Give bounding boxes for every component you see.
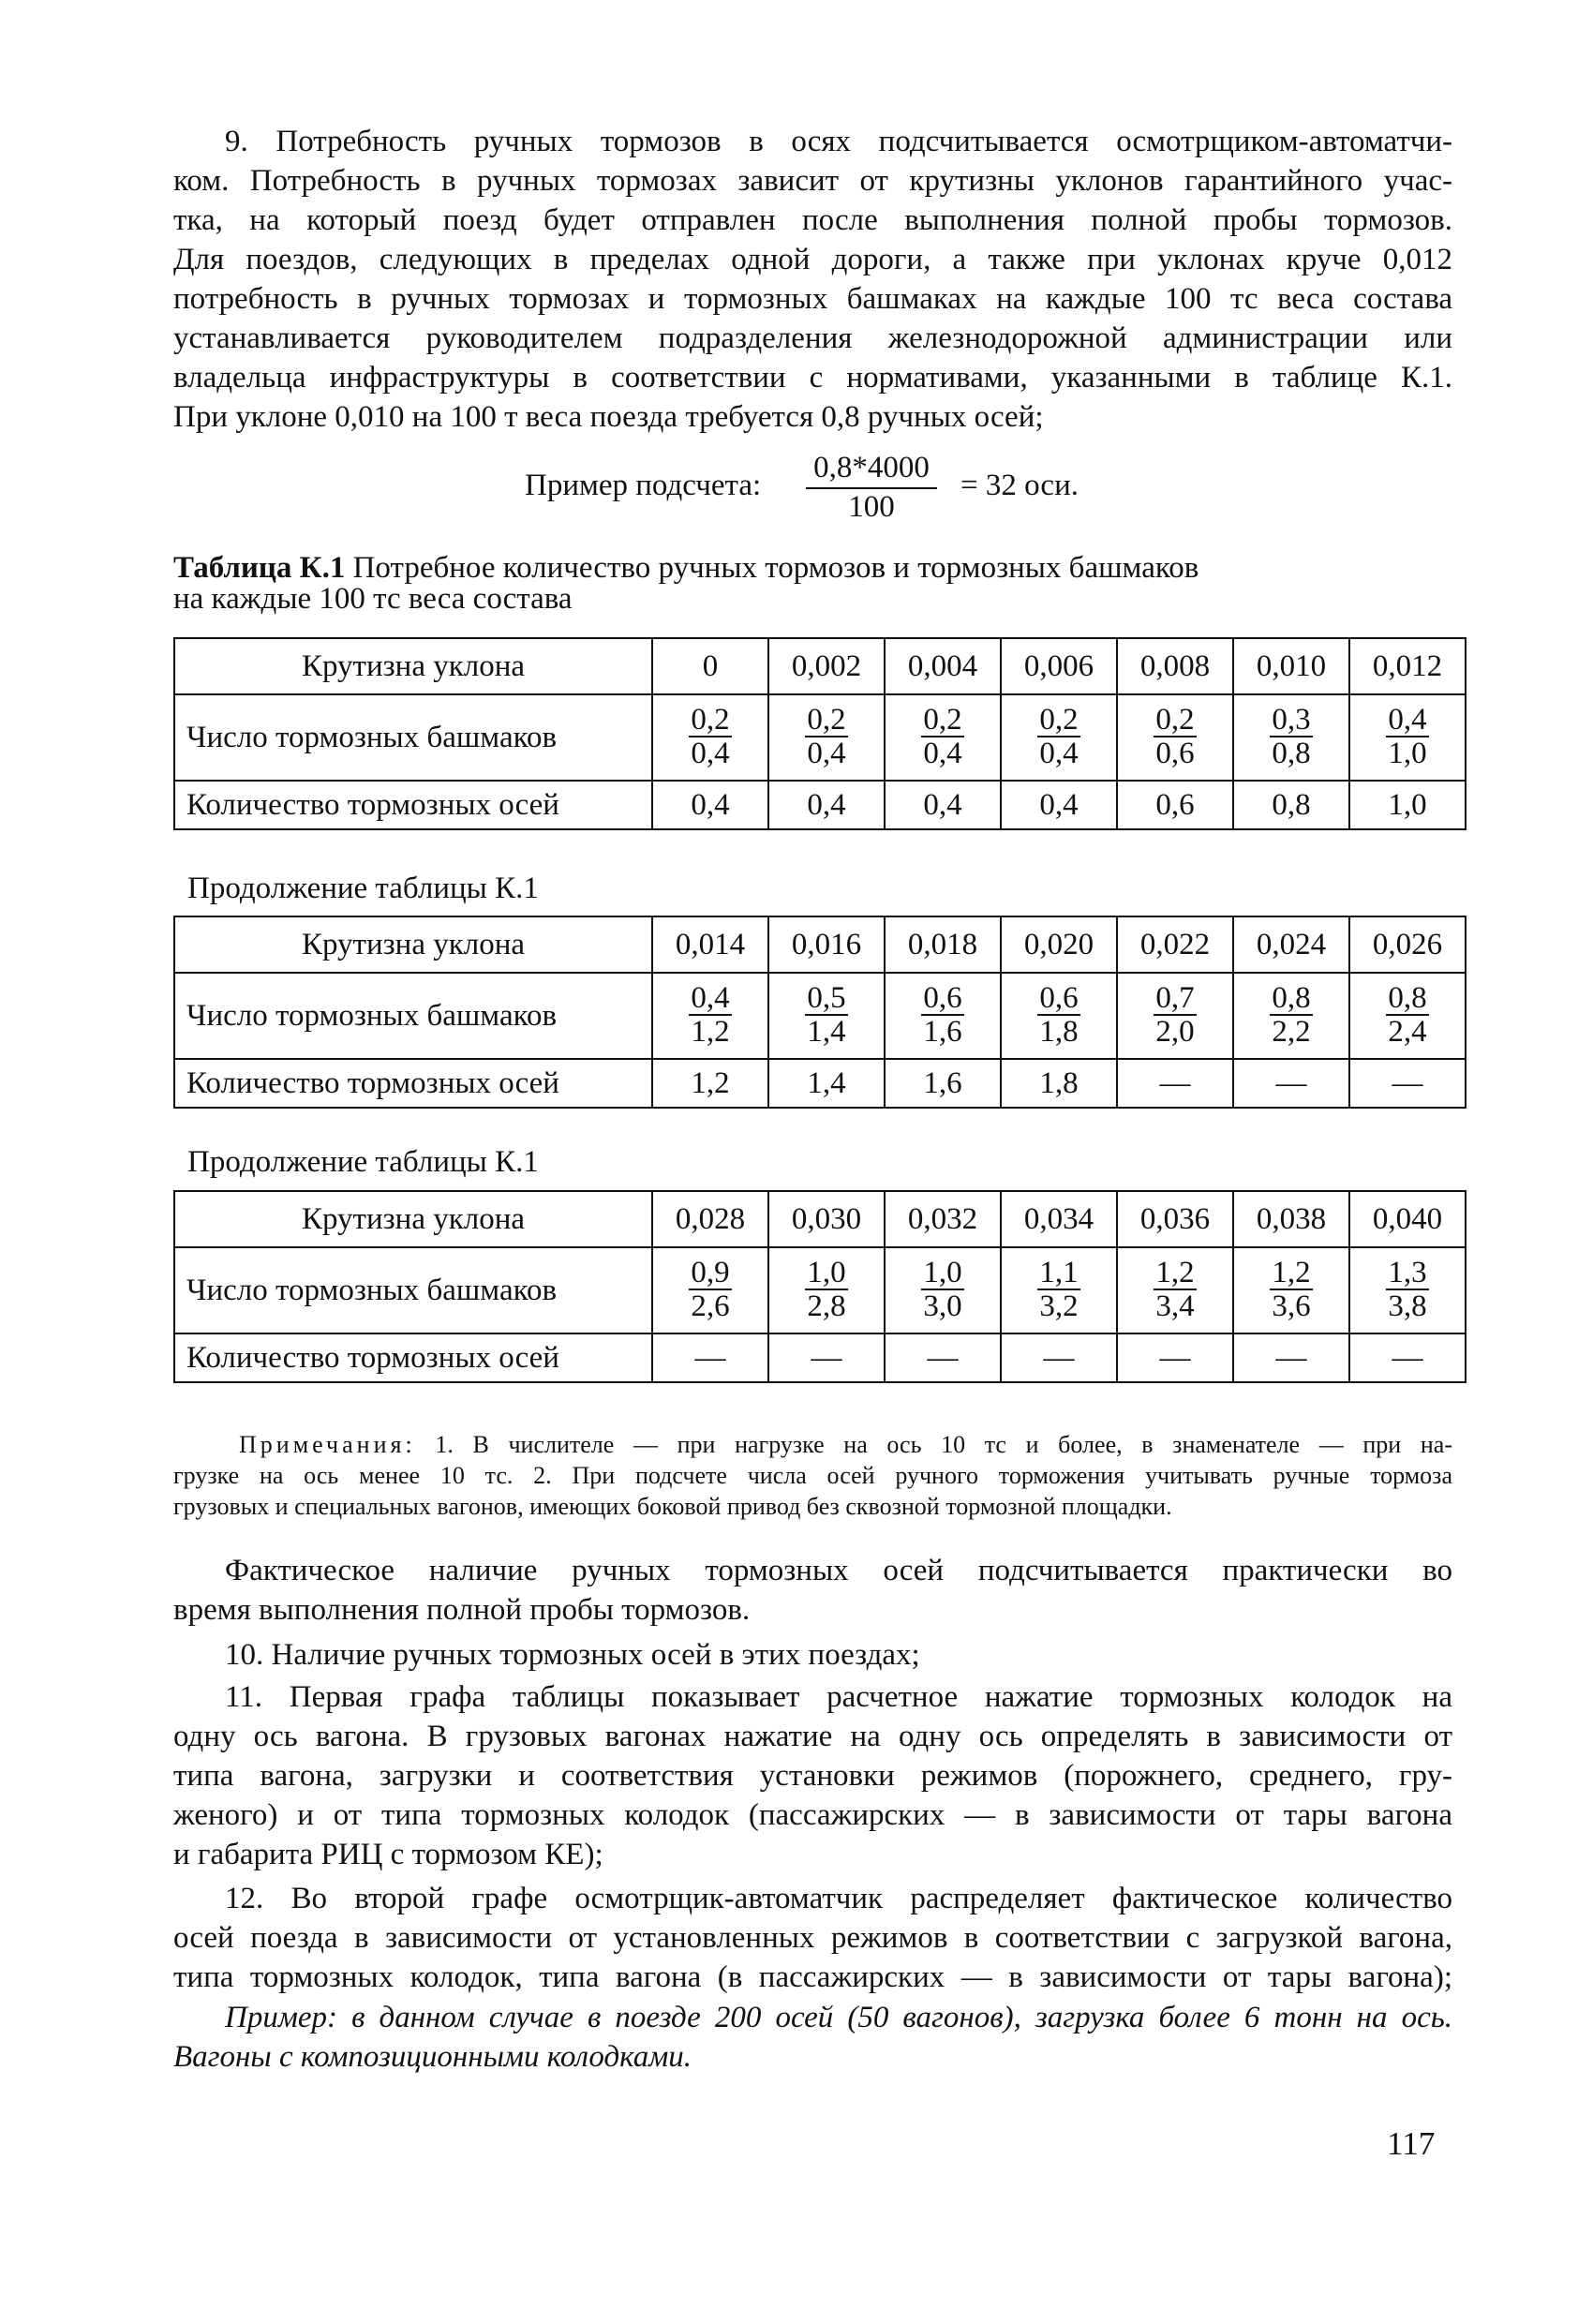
- shoes-value: [652, 973, 768, 1059]
- text-line: 10. Наличие ручных тормозных осей в этих поездах;: [225, 1638, 920, 1672]
- shoes-value: [1233, 694, 1349, 781]
- axles-value: 0,4: [1001, 781, 1117, 829]
- paragraph-example: [173, 1998, 1452, 2077]
- text-line: Для поездов, следующих в пределах одной дороги, а также при уклонах круче 0,012: [173, 243, 1452, 276]
- shoes-numerator: 1,0: [807, 1256, 846, 1289]
- slope-value: 0,004: [885, 638, 1001, 694]
- axles-value: —: [1349, 1333, 1466, 1382]
- row-label: Количество тормозных осей: [174, 1059, 652, 1108]
- row-label: Крутизна уклона: [174, 638, 652, 694]
- text-line: тка, на который поезд будет отправлен после выполнения полной пробы тормозов.: [173, 203, 1452, 237]
- slope-value: 0,008: [1117, 638, 1233, 694]
- shoes-value: [1349, 694, 1466, 781]
- axles-value: —: [1349, 1059, 1466, 1108]
- shoes-denominator: 0,6: [1155, 737, 1195, 770]
- shoes-denominator: 3,0: [923, 1289, 962, 1323]
- example-fraction: [806, 450, 937, 525]
- axles-value: —: [885, 1333, 1001, 1382]
- shoes-fraction: [1270, 704, 1312, 769]
- table-title-bold: Таблица К.1: [173, 551, 346, 585]
- axles-value: 0,4: [652, 781, 768, 829]
- axles-value: 1,2: [652, 1059, 768, 1108]
- axles-value: —: [1117, 1333, 1233, 1382]
- text-line: 11. Первая графа таблицы показывает расчетное нажатие тормозных колодок на: [225, 1680, 1452, 1714]
- shoes-numerator: 0,4: [691, 981, 730, 1015]
- axles-value: —: [1117, 1059, 1233, 1108]
- slope-value: 0,006: [1001, 638, 1117, 694]
- slope-value: 0,034: [1001, 1191, 1117, 1247]
- example-label: Пример подсчета:: [525, 469, 762, 502]
- row-label: Число тормозных башмаков: [174, 1247, 652, 1333]
- shoes-numerator: 0,7: [1155, 981, 1195, 1015]
- axles-value: —: [768, 1333, 885, 1382]
- shoes-denominator: 0,4: [691, 737, 730, 770]
- shoes-fraction: [689, 704, 731, 769]
- slope-value: 0: [652, 638, 768, 694]
- shoes-numerator: 0,2: [923, 703, 962, 737]
- text-line: одну ось вагона. В грузовых вагонах нажатие на одну ось определять в зависимости от: [173, 1720, 1452, 1753]
- shoes-fraction: [805, 704, 847, 769]
- shoes-denominator: 0,8: [1272, 737, 1311, 770]
- brake-table-2: [173, 916, 1466, 1109]
- row-label: Крутизна уклона: [174, 916, 652, 973]
- shoes-denominator: 2,6: [691, 1289, 730, 1323]
- shoes-numerator: 0,2: [691, 703, 730, 737]
- shoes-fraction: [689, 1257, 731, 1322]
- row-axles: [174, 1333, 1466, 1382]
- shoes-value: [1001, 694, 1117, 781]
- axles-value: —: [652, 1333, 768, 1382]
- shoes-fraction: [1386, 1257, 1428, 1322]
- table-notes: [173, 1429, 1452, 1522]
- row-shoes: [174, 1247, 1466, 1333]
- text-line: типа тормозных колодок, типа вагона (в пассажирских — в зависимости от тары вагона);: [173, 1960, 1452, 1994]
- shoes-numerator: 1,1: [1039, 1256, 1079, 1289]
- shoes-value: [652, 1247, 768, 1333]
- row-label: Крутизна уклона: [174, 1191, 652, 1247]
- row-slope: [174, 916, 1466, 973]
- shoes-numerator: 1,2: [1272, 1256, 1311, 1289]
- shoes-numerator: 1,0: [923, 1256, 962, 1289]
- notes-label: Примечания:: [239, 1431, 416, 1458]
- shoes-denominator: 2,8: [807, 1289, 846, 1323]
- slope-value: 0,018: [885, 916, 1001, 973]
- shoes-numerator: 0,2: [1155, 703, 1195, 737]
- shoes-fraction: [921, 982, 963, 1048]
- row-axles: [174, 1059, 1466, 1108]
- axles-value: 1,8: [1001, 1059, 1117, 1108]
- text-line: потребность в ручных тормозах и тормозных башмаках на каждые 100 тс веса состава: [173, 282, 1452, 316]
- row-axles: [174, 781, 1466, 829]
- fraction-denominator: 100: [848, 490, 895, 524]
- text-line: время выполнения полной пробы тормозов.: [173, 1593, 751, 1627]
- shoes-denominator: 1,6: [923, 1015, 962, 1049]
- notes-line: грузке на ось менее 10 тс. 2. При подсчете числа осей ручного торможения учитывать ручные тормоза: [173, 1462, 1452, 1489]
- axles-value: 1,6: [885, 1059, 1001, 1108]
- shoes-value: [652, 694, 768, 781]
- shoes-value: [1233, 973, 1349, 1059]
- shoes-numerator: 0,8: [1388, 981, 1427, 1015]
- slope-value: 0,040: [1349, 1191, 1466, 1247]
- text-line: типа вагона, загрузки и соответствия установки режимов (порожнего, среднего, гру-: [173, 1759, 1452, 1793]
- row-slope: [174, 1191, 1466, 1247]
- slope-value: 0,002: [768, 638, 885, 694]
- shoes-denominator: 2,4: [1388, 1015, 1427, 1049]
- table-title-line2: на каждые 100 тс веса состава: [173, 582, 573, 616]
- shoes-value: [768, 1247, 885, 1333]
- table-title-line1: Потребное количество ручных тормозов и тормозных башмаков: [345, 551, 1199, 585]
- shoes-value: [1001, 973, 1117, 1059]
- paragraph-9: [173, 122, 1452, 437]
- shoes-denominator: 1,0: [1388, 737, 1427, 770]
- paragraph-11: [173, 1677, 1452, 1874]
- shoes-numerator: 1,3: [1388, 1256, 1427, 1289]
- shoes-numerator: 0,8: [1272, 981, 1311, 1015]
- text-line: Вагоны с композиционными колодками.: [173, 2040, 692, 2074]
- shoes-numerator: 0,6: [923, 981, 962, 1015]
- shoes-value: [768, 694, 885, 781]
- table-title: [173, 553, 1392, 615]
- text-line: владельца инфраструктуры в соответствии с нормативами, указанными в таблице К.1.: [173, 361, 1452, 395]
- shoes-numerator: 0,5: [807, 981, 846, 1015]
- shoes-numerator: 0,2: [807, 703, 846, 737]
- paragraph-12: [173, 1879, 1452, 1997]
- shoes-numerator: 0,3: [1272, 703, 1311, 737]
- slope-value: 0,026: [1349, 916, 1466, 973]
- shoes-numerator: 1,2: [1155, 1256, 1195, 1289]
- text-line: При уклоне 0,010 на 100 т веса поезда требуется 0,8 ручных осей;: [173, 400, 1044, 434]
- shoes-fraction: [921, 704, 963, 769]
- page-number: 117: [1387, 2125, 1436, 2162]
- shoes-denominator: 0,4: [923, 737, 962, 770]
- slope-value: 0,032: [885, 1191, 1001, 1247]
- shoes-fraction: [689, 982, 731, 1048]
- shoes-value: [885, 973, 1001, 1059]
- paragraph-10: [173, 1635, 1452, 1675]
- shoes-value: [1349, 1247, 1466, 1333]
- shoes-numerator: 0,6: [1039, 981, 1079, 1015]
- shoes-fraction: [1386, 704, 1428, 769]
- shoes-value: [885, 694, 1001, 781]
- axles-value: 0,8: [1233, 781, 1349, 829]
- slope-value: 0,028: [652, 1191, 768, 1247]
- slope-value: 0,036: [1117, 1191, 1233, 1247]
- shoes-fraction: [1154, 982, 1196, 1048]
- shoes-value: [1001, 1247, 1117, 1333]
- shoes-denominator: 1,4: [807, 1015, 846, 1049]
- notes-line: грузовых и специальных вагонов, имеющих боковой привод без сквозной тормозной площадки.: [173, 1493, 1172, 1520]
- shoes-fraction: [1154, 704, 1196, 769]
- shoes-fraction: [1037, 982, 1079, 1048]
- slope-value: 0,022: [1117, 916, 1233, 973]
- slope-value: 0,014: [652, 916, 768, 973]
- shoes-fraction: [921, 1257, 963, 1322]
- shoes-fraction: [1386, 982, 1428, 1048]
- axles-value: 1,0: [1349, 781, 1466, 829]
- axles-value: 0,4: [768, 781, 885, 829]
- fraction-numerator: 0,8*4000: [806, 450, 937, 489]
- axles-value: —: [1001, 1333, 1117, 1382]
- axles-value: 0,6: [1117, 781, 1233, 829]
- slope-value: 0,016: [768, 916, 885, 973]
- shoes-fraction: [1270, 982, 1312, 1048]
- continuation-label: Продолжение таблицы К.1: [187, 1145, 539, 1179]
- text-line: Пример: в данном случае в поезде 200 осей (50 вагонов), загрузка более 6 тонн на ось.: [225, 2001, 1452, 2034]
- axles-value: 0,4: [885, 781, 1001, 829]
- shoes-value: [1233, 1247, 1349, 1333]
- brake-table-3: [173, 1190, 1466, 1383]
- shoes-numerator: 0,9: [691, 1256, 730, 1289]
- text-line: 12. Во второй графе осмотрщик-автоматчик распределяет фактическое количество: [225, 1882, 1452, 1915]
- text-line: и габарита РИЦ с тормозом КЕ);: [173, 1838, 603, 1871]
- shoes-denominator: 0,4: [807, 737, 846, 770]
- shoes-value: [885, 1247, 1001, 1333]
- text-line: женого) и от типа тормозных колодок (пассажирских — в зависимости от тары вагона: [173, 1798, 1452, 1832]
- shoes-value: [1117, 1247, 1233, 1333]
- brake-table-1: [173, 637, 1466, 830]
- shoes-denominator: 3,8: [1388, 1289, 1427, 1323]
- shoes-numerator: 0,2: [1039, 703, 1079, 737]
- text-line: 9. Потребность ручных тормозов в осях подсчитывается осмотрщиком-автоматчи-: [225, 125, 1452, 158]
- axles-value: —: [1233, 1333, 1349, 1382]
- example-result: = 32 оси.: [960, 469, 1079, 502]
- shoes-denominator: 2,0: [1155, 1015, 1195, 1049]
- shoes-fraction: [805, 982, 847, 1048]
- shoes-denominator: 1,8: [1039, 1015, 1079, 1049]
- shoes-denominator: 3,2: [1039, 1289, 1079, 1323]
- slope-value: 0,010: [1233, 638, 1349, 694]
- row-shoes: [174, 973, 1466, 1059]
- text-line: осей поезда в зависимости от установленных режимов в соответствии с загрузкой вагона,: [173, 1921, 1452, 1955]
- shoes-fraction: [1037, 704, 1079, 769]
- row-label: Число тормозных башмаков: [174, 694, 652, 781]
- slope-value: 0,024: [1233, 916, 1349, 973]
- slope-value: 0,020: [1001, 916, 1117, 973]
- row-slope: [174, 638, 1466, 694]
- slope-value: 0,038: [1233, 1191, 1349, 1247]
- shoes-denominator: 2,2: [1272, 1015, 1311, 1049]
- shoes-fraction: [805, 1257, 847, 1322]
- shoes-value: [1117, 694, 1233, 781]
- shoes-value: [1349, 973, 1466, 1059]
- shoes-value: [1117, 973, 1233, 1059]
- text-line: Фактическое наличие ручных тормозных осей подсчитывается практически во: [225, 1554, 1452, 1587]
- row-label: Число тормозных башмаков: [174, 973, 652, 1059]
- axles-value: 1,4: [768, 1059, 885, 1108]
- shoes-denominator: 1,2: [691, 1015, 730, 1049]
- shoes-denominator: 3,6: [1272, 1289, 1311, 1323]
- notes-line: [173, 1429, 1452, 1460]
- shoes-denominator: 3,4: [1155, 1289, 1195, 1323]
- text-line: устанавливается руководителем подразделения железнодорожной администрации или: [173, 321, 1452, 355]
- shoes-numerator: 0,4: [1388, 703, 1427, 737]
- row-shoes: [174, 694, 1466, 781]
- text-line: ком. Потребность в ручных тормозах зависит от крутизны уклонов гарантийного учас-: [173, 164, 1452, 198]
- slope-value: 0,012: [1349, 638, 1466, 694]
- paragraph-fact: [173, 1551, 1452, 1630]
- shoes-denominator: 0,4: [1039, 737, 1079, 770]
- shoes-value: [768, 973, 885, 1059]
- row-label: Количество тормозных осей: [174, 781, 652, 829]
- shoes-fraction: [1154, 1257, 1196, 1322]
- axles-value: —: [1233, 1059, 1349, 1108]
- shoes-fraction: [1270, 1257, 1312, 1322]
- continuation-label: Продолжение таблицы К.1: [187, 872, 539, 905]
- slope-value: 0,030: [768, 1191, 885, 1247]
- notes-text: 1. В числителе — при нагрузке на ось 10 тс и более, в знаменателе — при на-: [415, 1431, 1452, 1458]
- row-label: Количество тормозных осей: [174, 1333, 652, 1382]
- shoes-fraction: [1037, 1257, 1079, 1322]
